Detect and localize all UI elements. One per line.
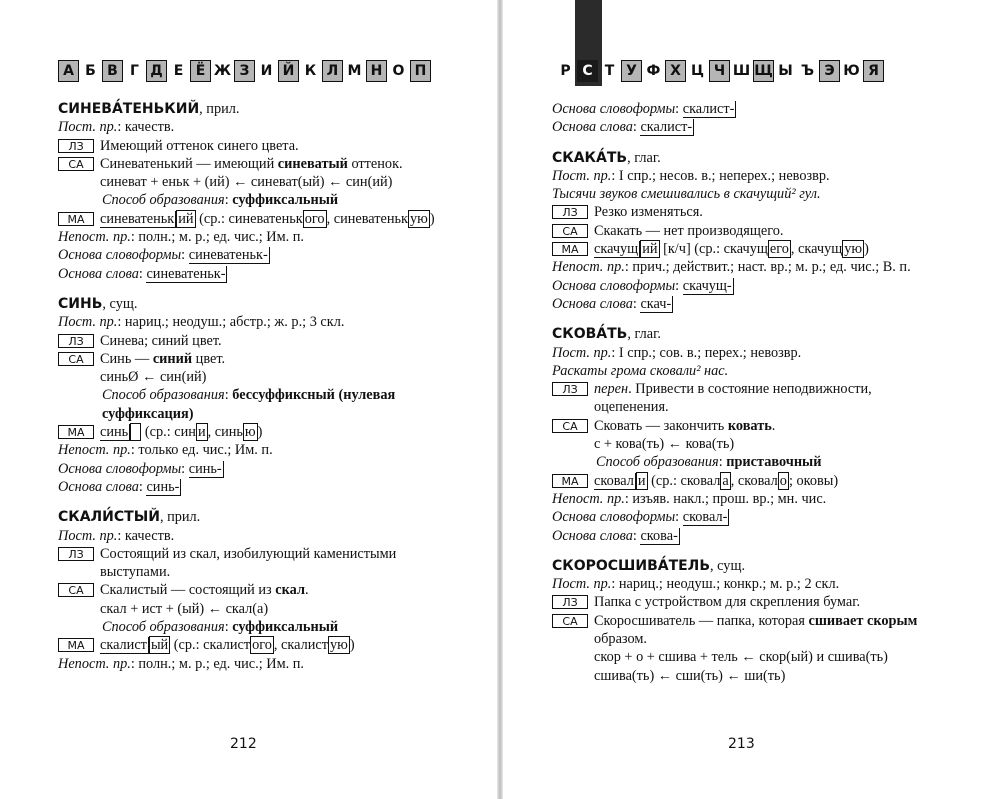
- label: Пост. пр.: [552, 167, 612, 184]
- wordform-stem: Основа словоформы: синеватеньк-: [58, 247, 268, 264]
- formation-method: Способ образования: приставочный: [596, 454, 822, 471]
- label: Пост. пр.: [58, 314, 118, 331]
- ma-text: [к/ч] (ср.: скачущ: [659, 241, 768, 258]
- ma-tag: МА: [58, 638, 94, 652]
- variable-features: [58, 655, 450, 673]
- sa-line: [58, 350, 450, 368]
- label: Непост. пр.: [58, 442, 131, 459]
- value: бессуффиксный (нулевая суффиксация): [102, 387, 396, 422]
- page-number-left: 212: [230, 736, 257, 752]
- alphabet-letter: Ш: [732, 63, 751, 79]
- sa-tag: СА: [58, 352, 94, 366]
- meaning: Папка с устройством для скрепления бумаг.: [594, 594, 861, 611]
- stem: синеватеньк: [100, 210, 175, 227]
- ending: и: [637, 472, 646, 489]
- ma-text: , синеватеньк: [326, 210, 408, 227]
- headword: СКОВА́ТЬ: [552, 326, 628, 343]
- sa-line: [552, 417, 947, 435]
- headword: СКОРОСШИВА́ТЕЛЬ: [552, 557, 710, 574]
- alphabet-letter: М: [347, 63, 362, 79]
- alphabet-letter: Э: [819, 60, 840, 82]
- ma-text: ): [429, 210, 435, 227]
- alphabet-letter: Т: [604, 63, 615, 79]
- sa-bold: синеватый: [277, 155, 348, 172]
- label: Основа слова: [552, 295, 633, 312]
- label: Непост. пр.: [552, 490, 625, 507]
- ending: ый: [150, 637, 169, 654]
- alphabet-letter: Ъ: [800, 63, 815, 79]
- alphabet-letter: Н: [366, 60, 387, 82]
- right-column: [552, 100, 947, 685]
- wordform-stem: Основа словоформы: синь-: [58, 460, 222, 477]
- label: Основа словоформы: [552, 101, 676, 117]
- sa-part: Синеватенький — имеющий: [100, 155, 278, 172]
- value: синеватеньк-: [146, 265, 226, 282]
- value: скалист-: [640, 119, 693, 136]
- sa-bold: скал: [275, 582, 305, 599]
- word-stem: Основа слова: синеватеньк-: [58, 265, 226, 282]
- ma-text: , синь: [207, 424, 243, 441]
- lz-tag: ЛЗ: [58, 139, 94, 153]
- lz-tag: ЛЗ: [58, 547, 94, 561]
- derivation-chain: скал + ист + (ый) ← скал(а): [100, 600, 269, 617]
- alphabet-letter: Я: [863, 60, 884, 82]
- ma-line: [58, 423, 450, 441]
- ma-text: (ср.: син: [141, 424, 196, 441]
- ending: его: [769, 241, 789, 258]
- value: суффиксальный: [232, 619, 339, 636]
- ma-line: [58, 210, 450, 228]
- example-sentence: Тысячи звуков смешивались в скачущий² гул.: [552, 186, 821, 203]
- headword: СИНЬ: [58, 295, 103, 312]
- alphabet-letter: Ф: [646, 63, 661, 79]
- value: : полн.; м. р.; ед. чис.; Им. п.: [130, 655, 305, 672]
- ending: ую: [409, 210, 428, 227]
- headword: СКАКА́ТЬ: [552, 149, 628, 166]
- part-of-speech: , прил.: [159, 509, 201, 526]
- sa-line: [58, 581, 450, 599]
- sa-part: Синь —: [100, 350, 153, 367]
- sa-bold: синий: [152, 350, 193, 367]
- page-number-right: 213: [728, 736, 755, 752]
- ma-tag: МА: [552, 242, 588, 256]
- alphabet-letter: Л: [322, 60, 343, 82]
- ending: ую: [329, 637, 348, 654]
- permanent-features: [552, 167, 947, 185]
- variable-features: [552, 258, 947, 276]
- derivation-chain: синеват + еньк + (ий) ← синеват(ый) ← син(ий): [100, 174, 393, 191]
- ending: ий: [178, 210, 194, 227]
- value: скалист-: [682, 101, 735, 117]
- label: Основа словоформы: [552, 277, 676, 294]
- alphabet-letter: Х: [665, 60, 686, 82]
- sa-tag: СА: [552, 614, 588, 628]
- wordform-stem: Основа словоформы: скалист-: [552, 101, 735, 117]
- lz-line: [58, 545, 450, 582]
- wordform-stem: Основа словоформы: скачущ-: [552, 277, 732, 294]
- word-stem: Основа слова: скалист-: [552, 119, 693, 136]
- value: синеватеньк-: [188, 247, 268, 264]
- sa-part: .: [304, 582, 309, 599]
- meaning: [594, 380, 947, 417]
- label: Основа словоформы: [58, 460, 182, 477]
- alphabet-letter: Г: [130, 63, 139, 79]
- permanent-features: [552, 344, 947, 362]
- alphabet-letter: Б: [85, 63, 96, 79]
- ma-text: (ср.: скалист: [170, 637, 251, 654]
- label: Непост. пр.: [58, 655, 131, 672]
- label: Основа словоформы: [58, 247, 182, 264]
- sa-part: Скоросшиватель — папка, которая: [594, 612, 809, 629]
- meaning: Синева; синий цвет.: [100, 332, 222, 349]
- alphabet-letter: И: [260, 63, 273, 79]
- sa-text: [594, 612, 947, 649]
- meaning-text: . Привести в состояние неподвижности, оцепенения.: [594, 381, 872, 416]
- lz-tag: ЛЗ: [58, 334, 94, 348]
- sa-text: [100, 155, 450, 173]
- part-of-speech: , глаг.: [627, 326, 661, 343]
- alphabet-letter: С: [577, 60, 598, 82]
- entry-header: [58, 100, 450, 118]
- value: : нариц.; неодуш.; конкр.; м. р.; 2 скл.: [611, 576, 840, 593]
- label: Основа слова: [58, 265, 139, 282]
- ending: ого: [252, 637, 272, 654]
- lz-tag: ЛЗ: [552, 595, 588, 609]
- entry-header: [552, 557, 947, 575]
- variable-features: [552, 490, 947, 508]
- derivation-chain: синьØ ← син(ий): [100, 369, 207, 386]
- figurative-mark: перен: [594, 381, 629, 398]
- sa-tag: СА: [58, 157, 94, 171]
- ending: ую: [844, 241, 863, 258]
- alphabet-letter: Ч: [709, 60, 730, 82]
- formation-method: Способ образования: суффиксальный: [102, 192, 339, 209]
- ma-text: , сковал: [730, 472, 778, 489]
- alphabet-letter: П: [410, 60, 431, 82]
- permanent-features: [58, 118, 450, 136]
- entry-header: [552, 149, 947, 167]
- label: Непост. пр.: [58, 229, 131, 246]
- value: сковал-: [682, 509, 728, 526]
- morpheme-analysis: [594, 240, 947, 258]
- label: Способ образования: [102, 192, 225, 209]
- meaning: Состоящий из скал, изобилующий каменистыми выступами.: [100, 545, 397, 581]
- value: скач-: [640, 295, 672, 312]
- sa-bold: сшивает скорым: [808, 612, 918, 629]
- alphabet-letter: Ы: [778, 63, 793, 79]
- alphabet-letter: Й: [278, 60, 299, 82]
- derivation-chain: сшива(ть) ← сши(ть) ← ши(ть): [594, 667, 786, 684]
- permanent-features: [58, 313, 450, 331]
- morpheme-analysis: [594, 472, 947, 490]
- label: Пост. пр.: [552, 344, 612, 361]
- sa-text: [594, 417, 947, 435]
- word-stem: Основа слова: скова-: [552, 527, 678, 544]
- variable-features: [58, 441, 450, 459]
- ma-tag: МА: [58, 212, 94, 226]
- ending: о: [779, 472, 787, 489]
- part-of-speech: , сущ.: [710, 557, 746, 574]
- label: Основа слова: [552, 527, 633, 544]
- alphabet-index-left: [58, 60, 431, 82]
- alphabet-letter: К: [304, 63, 317, 79]
- permanent-features: [58, 527, 450, 545]
- sa-tag: СА: [552, 224, 588, 238]
- ma-text: ; оковы): [788, 472, 839, 489]
- alphabet-letter: У: [621, 60, 642, 82]
- sa-part: цвет.: [192, 350, 226, 367]
- sa-part: .: [771, 417, 776, 434]
- ma-text: , скалист: [273, 637, 328, 654]
- derivation-chain: с + кова(ть) ← кова(ть): [594, 436, 735, 453]
- sa-line: [58, 155, 450, 173]
- book-gutter: [497, 0, 503, 799]
- alphabet-letter: Р: [560, 63, 571, 79]
- part-of-speech: , глаг.: [627, 149, 661, 166]
- alphabet-letter: Е: [173, 63, 184, 79]
- formation-method: Способ образования: бессуффиксный (нулевая суффиксация): [102, 387, 396, 422]
- lz-line: [552, 593, 947, 611]
- sa-bold: ковать: [727, 417, 772, 434]
- entry-header: [58, 295, 450, 313]
- alphabet-index-right: [555, 60, 884, 82]
- morpheme-analysis: [100, 636, 450, 654]
- ma-tag: МА: [58, 425, 94, 439]
- ma-text: ): [864, 241, 869, 258]
- alphabet-letter: Щ: [753, 60, 774, 82]
- sa-text: [100, 350, 450, 368]
- label: Пост. пр.: [58, 527, 118, 544]
- part-of-speech: , прил.: [199, 101, 240, 117]
- stem: скачущ: [594, 241, 639, 258]
- ma-text: , скачущ: [790, 241, 843, 258]
- morpheme-analysis: [100, 423, 450, 441]
- label: Основа слова: [58, 478, 139, 495]
- value: : I спр.; сов. в.; перех.; невозвр.: [611, 344, 802, 361]
- label: Способ образования: [102, 619, 225, 636]
- sa-tag: СА: [552, 419, 588, 433]
- alphabet-letter: Д: [146, 60, 167, 82]
- derivation-chain: скор + о + сшива + тель ← скор(ый) и сшива(ть): [594, 649, 888, 666]
- value: : качеств.: [117, 119, 175, 136]
- value: синь-: [188, 460, 222, 477]
- ma-line: [58, 636, 450, 654]
- stem: скалист: [100, 637, 147, 654]
- alphabet-letter: О: [392, 63, 405, 79]
- lz-tag: ЛЗ: [552, 205, 588, 219]
- word-stem: Основа слова: синь-: [58, 478, 180, 495]
- ma-text: ): [349, 637, 355, 654]
- ma-text: (ср.: сковал: [647, 472, 721, 489]
- sa-tag: СА: [58, 583, 94, 597]
- ending: а: [722, 472, 729, 489]
- value: : I спр.; несов. в.; неперех.; невозвр.: [611, 167, 830, 184]
- ma-text: ): [257, 424, 263, 441]
- value: суффиксальный: [232, 192, 339, 209]
- label: Способ образования: [596, 454, 719, 471]
- ending: и: [197, 424, 206, 441]
- entry-header: [552, 325, 947, 343]
- value: скова-: [640, 527, 678, 544]
- stem: сковал: [594, 472, 634, 489]
- variable-features: [58, 228, 450, 246]
- sa-line: [552, 222, 947, 240]
- lz-line: [552, 203, 947, 221]
- part-of-speech: , сущ.: [102, 295, 138, 312]
- meaning: Имеющий оттенок синего цвета.: [100, 137, 299, 154]
- sa-part: образом.: [594, 631, 647, 648]
- label: Непост. пр.: [552, 259, 625, 276]
- value: : нариц.; неодуш.; абстр.; ж. р.; 3 скл.: [117, 314, 345, 331]
- alphabet-letter: Ё: [190, 60, 211, 82]
- example-sentence: Раскаты грома сковали² нас.: [552, 362, 729, 379]
- value: приставочный: [726, 454, 822, 471]
- label: Способ образования: [102, 387, 225, 404]
- ending: ий: [642, 241, 658, 258]
- value: : полн.; м. р.; ед. чис.; Им. п.: [130, 229, 305, 246]
- alphabet-letter: Ц: [691, 63, 704, 79]
- stem: синь: [100, 424, 129, 441]
- label: Пост. пр.: [552, 576, 612, 593]
- lz-line: [58, 137, 450, 155]
- sa-part: оттенок.: [347, 155, 403, 172]
- value: : качеств.: [117, 527, 175, 544]
- lz-line: [552, 380, 947, 417]
- label: Основа слова: [552, 119, 633, 136]
- permanent-features: [552, 575, 947, 593]
- lz-tag: ЛЗ: [552, 382, 588, 396]
- label: Пост. пр.: [58, 119, 118, 136]
- sa-text: [100, 581, 450, 599]
- entry-header: [58, 508, 450, 526]
- sa-part: Скалистый — состоящий из: [100, 582, 276, 599]
- alphabet-letter: Ю: [843, 63, 860, 79]
- word-stem: Основа слова: скач-: [552, 295, 672, 312]
- value: : прич.; действит.; наст. вр.; м. р.; ед. чис.; В. п.: [624, 259, 911, 276]
- formation-method: Способ образования: суффиксальный: [102, 619, 339, 636]
- meaning: Резко изменяться.: [594, 204, 703, 221]
- ma-line: [552, 240, 947, 258]
- ma-tag: МА: [552, 474, 588, 488]
- value: : только ед. чис.; Им. п.: [130, 442, 273, 459]
- ending: ого: [304, 210, 325, 227]
- wordform-stem: Основа словоформы: сковал-: [552, 509, 728, 526]
- ending: ю: [244, 424, 256, 441]
- left-column: [58, 100, 450, 673]
- sa-line: [552, 612, 947, 649]
- alphabet-letter: А: [58, 60, 79, 82]
- ma-text: (ср.: синеватеньк: [195, 210, 303, 227]
- headword: СИНЕВА́ТЕНЬКИЙ: [58, 101, 200, 117]
- lz-line: [58, 332, 450, 350]
- label: Основа словоформы: [552, 509, 676, 526]
- alphabet-letter: З: [234, 60, 255, 82]
- value: скачущ-: [682, 277, 732, 294]
- alphabet-letter: Ж: [213, 63, 232, 79]
- value: : изъяв. накл.; прош. вр.; мн. чис.: [624, 490, 827, 507]
- value: синь-: [146, 478, 180, 495]
- morpheme-analysis: [100, 210, 450, 228]
- ma-line: [552, 472, 947, 490]
- ending: [130, 423, 141, 441]
- alphabet-letter: В: [102, 60, 123, 82]
- sa-part: Сковать — закончить: [594, 417, 728, 434]
- sa-text: Скакать — нет производящего.: [594, 222, 784, 239]
- headword: СКАЛИ́СТЫЙ: [58, 509, 160, 526]
